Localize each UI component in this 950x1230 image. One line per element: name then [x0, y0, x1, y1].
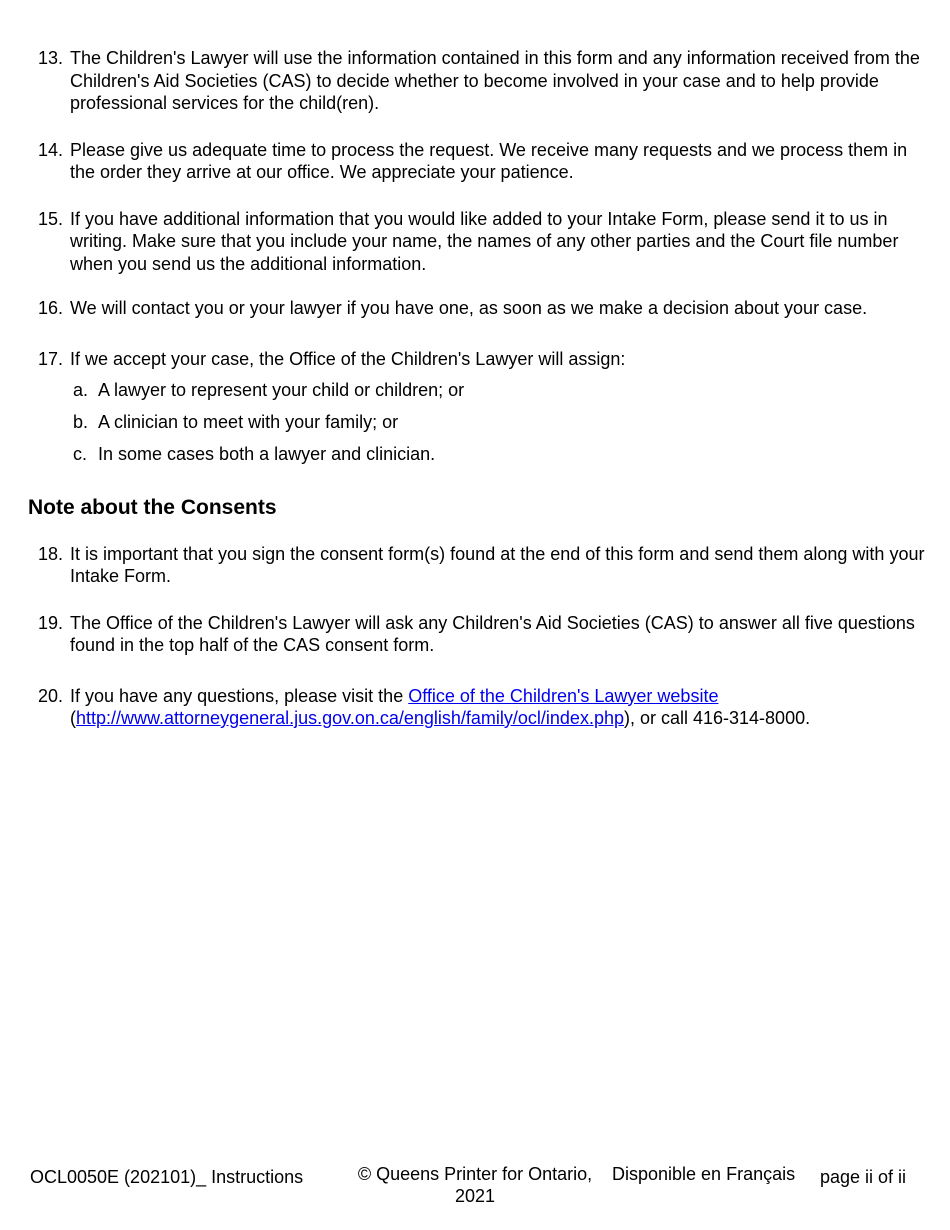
french-availability: Disponible en Français	[612, 1164, 796, 1184]
item-text: Please give us adequate time to process the request. We receive many requests and we process them in the order they arrive at our office. We appreciate your patience.	[70, 139, 908, 182]
sub-item-letter: a.	[73, 380, 89, 400]
form-id: OCL0050E (202101)_ Instructions	[30, 1167, 304, 1187]
item-text: The Children's Lawyer will use the information contained in this form and any information received from the Children's Aid Societies (CAS) to decide whether to become involved in your case and to help provide professional services for the child(ren).	[70, 48, 920, 113]
item-number: 14.	[38, 139, 64, 160]
list-item-19	[0, 612, 950, 657]
list-item-14	[0, 139, 950, 184]
list-item-15	[0, 208, 950, 276]
item-text-before-link: If you have any questions, please visit the	[70, 685, 409, 706]
list-item-13	[0, 47, 950, 115]
ocl-website-link[interactable]: Office of the Children's Lawyer website	[408, 685, 719, 706]
page-number: page ii of ii	[820, 1167, 907, 1187]
copyright	[350, 1163, 600, 1207]
sub-item-a	[0, 379, 950, 402]
sub-item-letter: c.	[73, 444, 88, 464]
sub-item-text: A lawyer to represent your child or children; or	[98, 380, 465, 400]
item-number: 18.	[38, 543, 64, 564]
item-text: It is important that you sign the consent form(s) found at the end of this form and send them along with your Intake Form.	[70, 543, 925, 586]
sub-item-text: In some cases both a lawyer and clinician.	[98, 444, 436, 464]
item-text: The Office of the Children's Lawyer will ask any Children's Aid Societies (CAS) to answer all five questions found in the top half of the CAS consent form.	[70, 612, 915, 655]
item-number: 16.	[38, 298, 64, 318]
item-number: 17.	[38, 348, 64, 369]
item-number: 19.	[38, 612, 64, 633]
item-text: We will contact you or your lawyer if you have one, as soon as we make a decision about your case.	[70, 298, 868, 318]
item-text-after-link: ), or call 416-314-8000.	[623, 708, 811, 728]
item-text: If we accept your case, the Office of the Children's Lawyer will assign:	[70, 348, 626, 369]
list-item-18	[0, 543, 950, 588]
item-number: 13.	[38, 48, 64, 68]
item-number: 20.	[38, 685, 64, 706]
sub-item-b	[0, 411, 950, 434]
list-item-17	[0, 348, 950, 371]
list-item-16	[0, 297, 950, 320]
consents-heading: Note about the Consents	[28, 495, 277, 519]
sub-item-c	[0, 443, 950, 466]
list-item-20	[0, 685, 950, 730]
sub-item-letter: b.	[73, 412, 89, 432]
sub-item-text: A clinician to meet with your family; or	[98, 412, 399, 432]
ocl-url-link[interactable]: http://www.attorneygeneral.jus.gov.on.ca/english/family/ocl/index.php	[76, 708, 624, 728]
item-number: 15.	[38, 208, 64, 229]
copyright-line-1: © Queens Printer for Ontario,	[357, 1164, 593, 1184]
open-paren: (	[70, 708, 76, 728]
item-text: If you have additional information that you would like added to your Intake Form, please send it to us in writing. Make sure that you include your name, the names of any other parties and the Court file number when you send us the additional information.	[70, 208, 899, 274]
copyright-line-2: 2021	[454, 1186, 496, 1206]
document-body	[0, 47, 950, 730]
